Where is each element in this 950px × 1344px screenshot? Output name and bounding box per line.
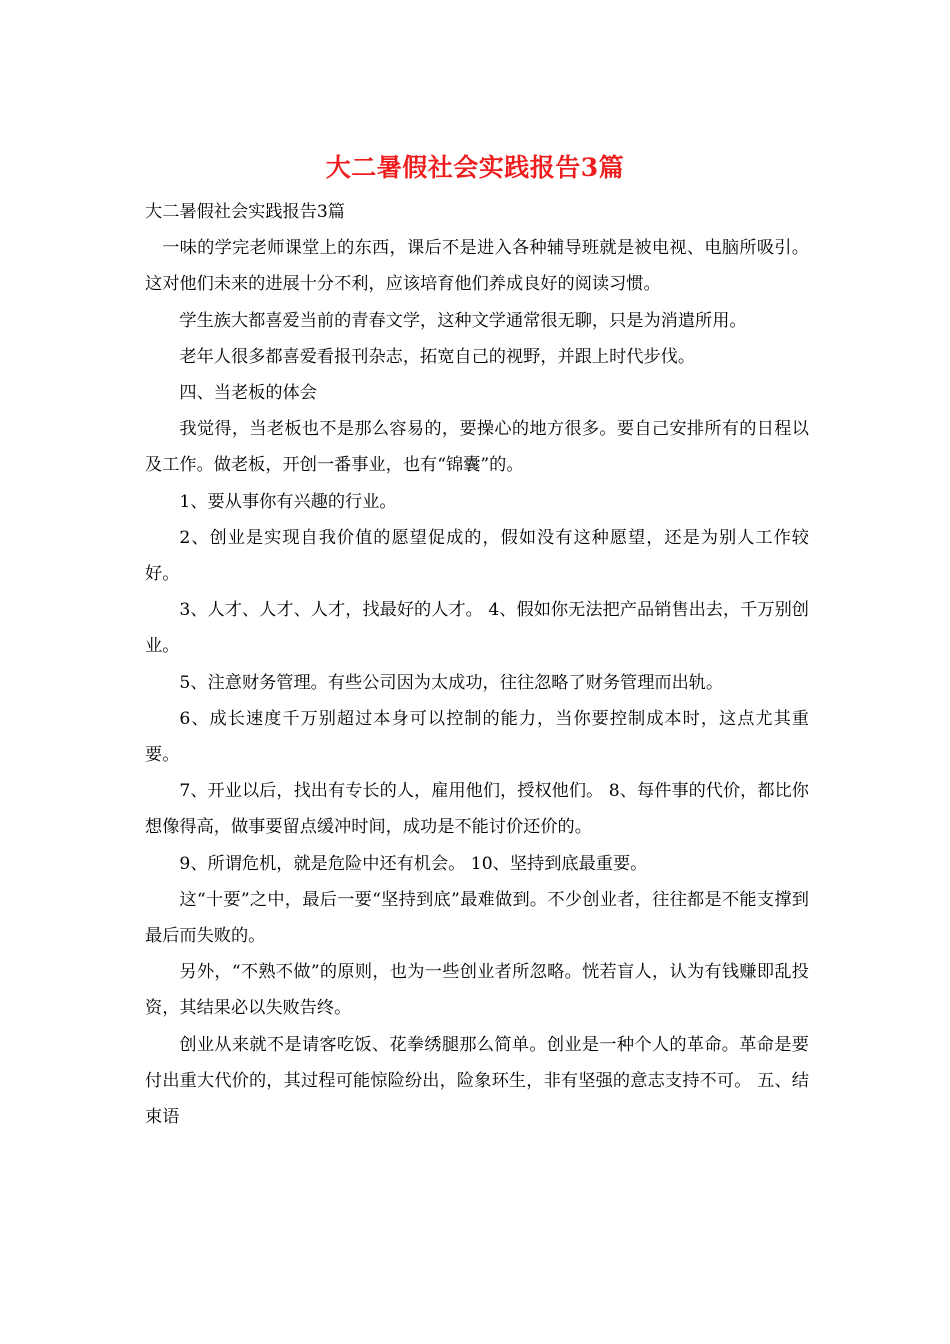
document-subtitle: 大二暑假社会实践报告3篇 <box>145 202 345 222</box>
paragraph-elderly: 老年人很多都喜爱看报刊杂志，拓宽自己的视野，并跟上时代步伐。 <box>179 346 696 367</box>
list-item-2: 2、创业是实现自我价值的愿望促成的，假如没有这种愿望，还是为别人工作较好。 <box>145 527 809 585</box>
paragraph-boss-experience: 我觉得，当老板也不是那么容易的，要操心的地方很多。要自己安排所有的日程以及工作。做老板，开创一番事业，也有“锦囊”的。 <box>145 419 809 476</box>
list-item-9-10: 9、所谓危机，就是危险中还有机会。 10、坚持到底最重要。 <box>179 853 648 874</box>
document-title: 大二暑假社会实践报告3篇 <box>325 153 625 182</box>
list-item-3-4: 3、人才、人才、人才，找最好的人才。 4、假如你无法把产品销售出去，千万别创业。 <box>145 600 809 657</box>
paragraph-students: 学生族大都喜爱当前的青春文学，这种文学通常很无聊，只是为消遣所用。 <box>179 310 747 331</box>
paragraph-ten-rules: 这“十要”之中，最后一要“坚持到底”最难做到。不少创业者，往往都是不能支撑到最后而失败的。 <box>145 889 809 947</box>
document-body <box>145 194 809 1135</box>
list-item-6: 6、成长速度千万别超过本身可以控制的能力，当你要控制成本时，这点尤其重要。 <box>145 708 809 766</box>
paragraph-intro: 一味的学完老师课堂上的东西，课后不是进入各种辅导班就是被电视、电脑所吸引。这对他们未来的进展十分不利，应该培育他们养成良好的阅读习惯。 <box>145 238 809 295</box>
paragraph-principle: 另外，“不熟不做”的原则，也为一些创业者所忽略。恍若盲人，认为有钱赚即乱投资，其结果必以失败告终。 <box>145 962 809 1019</box>
list-item-5: 5、注意财务管理。有些公司因为太成功，往往忽略了财务管理而出轨。 <box>179 672 724 693</box>
list-item-7-8: 7、开业以后，找出有专长的人，雇用他们，授权他们。 8、每件事的代价，都比你想像得高，做事要留点缓冲时间，成功是不能讨价还价的。 <box>145 781 809 838</box>
list-item-1: 1、要从事你有兴趣的行业。 <box>179 491 397 512</box>
paragraph-entrepreneurship: 创业从来就不是请客吃饭、花拳绣腿那么简单。创业是一种个人的革命。革命是要付出重大代价的，其过程可能惊险纷出，险象环生，非有坚强的意志支持不可。 五、结束语 <box>145 1034 809 1128</box>
section-heading-boss: 四、当老板的体会 <box>179 383 317 404</box>
